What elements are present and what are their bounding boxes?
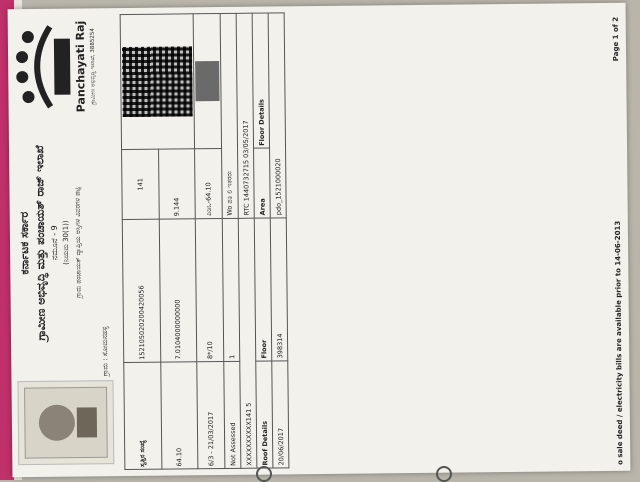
floor-details-label: Floor Details	[252, 13, 269, 148]
code1-value: 398314	[270, 218, 287, 361]
owner-type: Wo ಪತಿ ಲಿ ಇತರರು	[220, 13, 238, 218]
property-id-value: 152105020200420056	[122, 219, 160, 363]
rtc-value: RTC 1440732715 03/05/2017	[236, 13, 254, 218]
registration-date: 6/3 - 21/03/2017	[197, 361, 225, 468]
plot-ref-value: 7.0104000000000	[159, 219, 197, 363]
masked-id: XXXXXXXXXX141 5	[238, 218, 257, 468]
area-number: 141	[122, 149, 159, 219]
val1-value: 8*/10	[195, 218, 223, 361]
photo-thumbnail-icon	[195, 61, 219, 101]
brand-text: Panchayati Raj	[73, 20, 88, 113]
qr-code-icon	[122, 46, 193, 117]
floor-label: Floor	[254, 218, 271, 361]
footer-note: o sale deed / electricity bills are available prior to 14-06-2013	[613, 220, 625, 465]
area-code: ಪಿಡಿಒ-64.10	[195, 149, 223, 219]
assessment-status: Not Assessed	[224, 361, 241, 468]
dim1-value: 64.10	[160, 362, 198, 469]
document-header	[8, 8, 131, 477]
form-subsection: (ನಿಯಮ 30(1))	[61, 220, 71, 265]
page-number: Page 1 of 2	[611, 16, 621, 62]
print-date: 20/06/2017	[272, 361, 289, 468]
dim2-value: 9.144	[158, 149, 195, 219]
state-title: ಕರ್ನಾಟಕ ಸರ್ಕಾರ	[17, 211, 32, 275]
panchayat-logo-icon	[14, 16, 115, 117]
property-table	[120, 12, 290, 470]
document-content	[8, 3, 631, 477]
document-page	[8, 3, 631, 477]
village-label: ಗ್ರಾಮ : ಸೋಮನಹಳ್ಳಿ	[100, 326, 110, 377]
code2-value: pdo_1521000020	[268, 13, 286, 218]
property-id-label: ಸ್ವತ್ತಿನ ಸಂಖ್ಯೆ	[124, 362, 162, 469]
table-row	[268, 13, 289, 468]
table-row	[120, 14, 161, 469]
form-note: ಗ್ರಾಮ ಪಂಚಾಯತ್ ವ್ಯಾಪ್ತಿಯ ಆಸ್ತಿಗಳ ವಿವರಗಳ ಪಟ್ಟಿ	[73, 186, 83, 299]
area-label: Area	[254, 148, 271, 218]
row-count: 1	[222, 218, 239, 361]
department-title: ಗ್ರಾಮೀಣ ಅಭಿವೃದ್ಧಿ ಮತ್ತು ಪಂಚಾಯತ್ ರಾಜ್ ಇಲಾಖೆ	[32, 145, 49, 341]
form-section: ನಮೂನೆ - 9	[49, 225, 60, 261]
photo-cell	[193, 14, 221, 149]
roof-details-label: Roof Details	[256, 361, 273, 468]
qr-cell	[120, 14, 194, 150]
brand-subtext: ಗ್ರಾಮೀಣ ಅಭಿವೃದ್ಧಿ ಇಲಾಖೆ, 3885254	[89, 28, 97, 105]
